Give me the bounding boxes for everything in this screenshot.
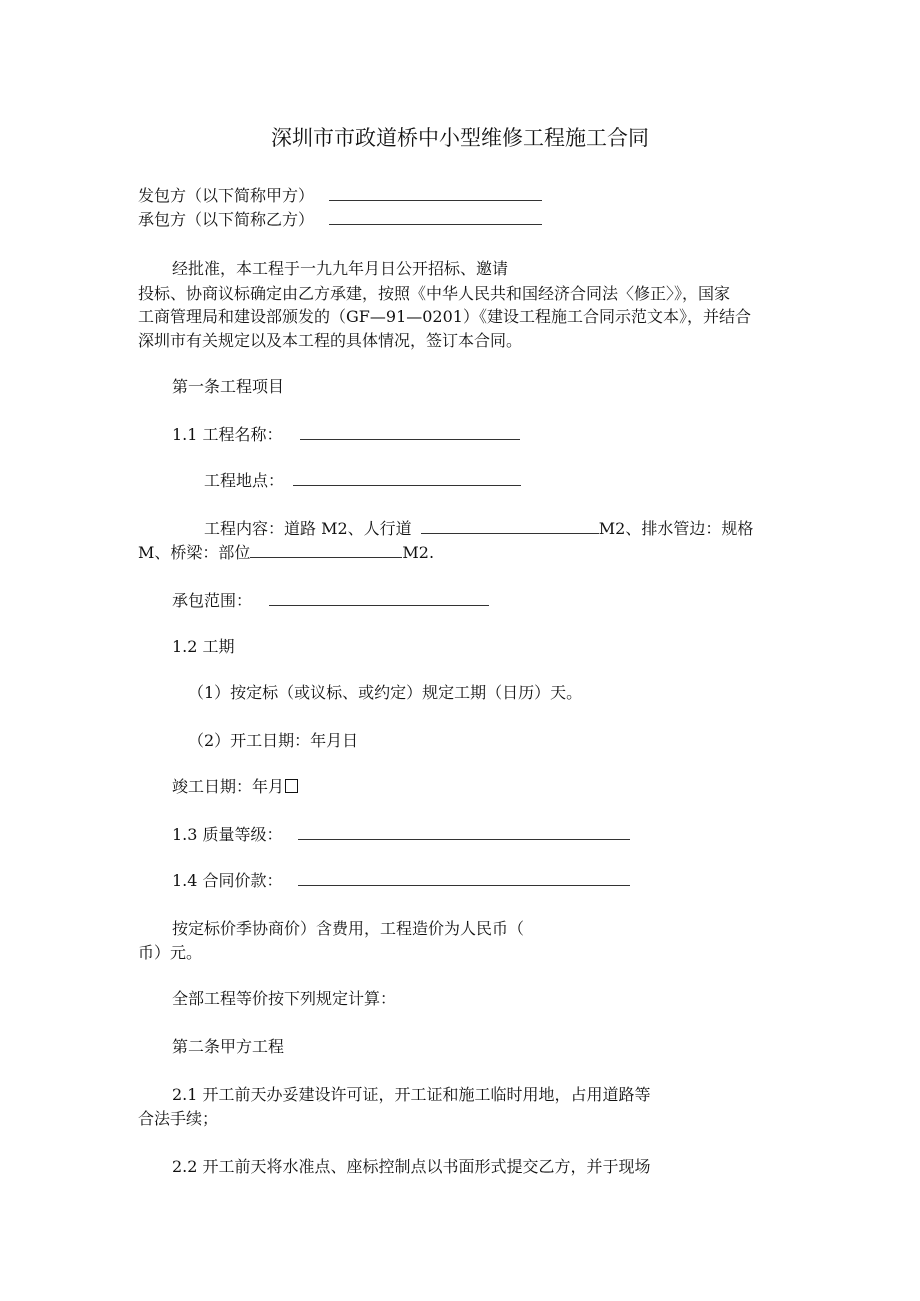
party-b-line: [138, 209, 542, 231]
project-name-label: 1.1 工程名称：: [172, 425, 283, 444]
bridge-part-blank[interactable]: [250, 543, 402, 558]
preamble-line-3: 工商管理局和建设部颁发的（GF—91—0201）《建设工程施工合同示范文本》，并结合: [138, 307, 751, 326]
construction-period-item-2: （2）开工日期：年月日: [188, 731, 359, 750]
party-a-line: [138, 185, 542, 207]
empty-box-glyph: [285, 779, 298, 793]
article-2-item-2-line-1: 2.2 开工前天将水准点、座标控制点以书面形式提交乙方，并于现场: [172, 1157, 651, 1176]
party-a-blank[interactable]: [329, 186, 542, 201]
project-name-blank[interactable]: [300, 425, 520, 440]
project-location-line: [204, 470, 521, 492]
project-content-prefix: 工程内容：道路 M2、人行道: [204, 519, 412, 538]
preamble-line-2: 投标、协商议标确定由乙方承建，按照《中华人民共和国经济合同法〈修正〉》，国家: [138, 284, 731, 303]
contract-price-line: [172, 870, 630, 892]
project-content-line-2: [138, 542, 434, 564]
contract-scope-label: 承包范围：: [172, 591, 253, 610]
completion-date-label: 竣工日期：年月: [172, 777, 285, 796]
price-note-line-2: 币）元。: [138, 943, 203, 962]
project-name-line: [172, 424, 520, 446]
construction-period-heading: 1.2 工期: [172, 637, 235, 656]
calculation-note: 全部工程等价按下列规定计算：: [172, 989, 397, 1008]
project-content-line2-suffix: M2.: [402, 543, 435, 562]
article-2-item-1-line-1: 2.1 开工前天办妥建设许可证，开工证和施工临时用地，占用道路等: [172, 1085, 651, 1104]
party-b-blank[interactable]: [329, 210, 542, 225]
project-content-line2-prefix: M、桥梁：部位: [138, 543, 251, 562]
sidewalk-area-blank[interactable]: [421, 519, 599, 534]
preamble-line-1: 经批准，本工程于一九九年月日公开招标、邀请: [172, 259, 509, 278]
project-location-blank[interactable]: [293, 471, 521, 486]
document-title: 深圳市市政道桥中小型维修工程施工合同: [271, 126, 649, 150]
project-location-label: 工程地点：: [204, 471, 285, 490]
construction-period-item-1: （1）按定标（或议标、或约定）规定工期（日历）天。: [188, 683, 583, 702]
contract-scope-blank[interactable]: [269, 591, 489, 606]
article-2-heading: 第二条甲方工程: [172, 1037, 285, 1056]
price-note-line-1: 按定标价季协商价）含费用，工程造价为人民币（: [172, 919, 525, 938]
party-b-label: 承包方（以下简称乙方）: [138, 210, 315, 229]
party-a-label: 发包方（以下简称甲方）: [138, 186, 315, 205]
preamble-line-4: 深圳市有关规定以及本工程的具体情况，签订本合同。: [138, 331, 523, 350]
quality-grade-blank[interactable]: [298, 825, 630, 840]
article-1-heading: 第一条工程项目: [172, 377, 285, 396]
contract-price-label: 1.4 合同价款：: [172, 871, 283, 890]
completion-date-line: [172, 776, 298, 798]
contract-price-blank[interactable]: [298, 871, 630, 886]
project-content-line-1: [204, 518, 753, 540]
article-2-item-1-line-2: 合法手续；: [138, 1109, 219, 1128]
project-content-mid: M2、排水管边：规格: [598, 519, 754, 538]
contract-scope-line: [172, 590, 489, 612]
quality-grade-label: 1.3 质量等级：: [172, 825, 283, 844]
quality-grade-line: [172, 824, 630, 846]
